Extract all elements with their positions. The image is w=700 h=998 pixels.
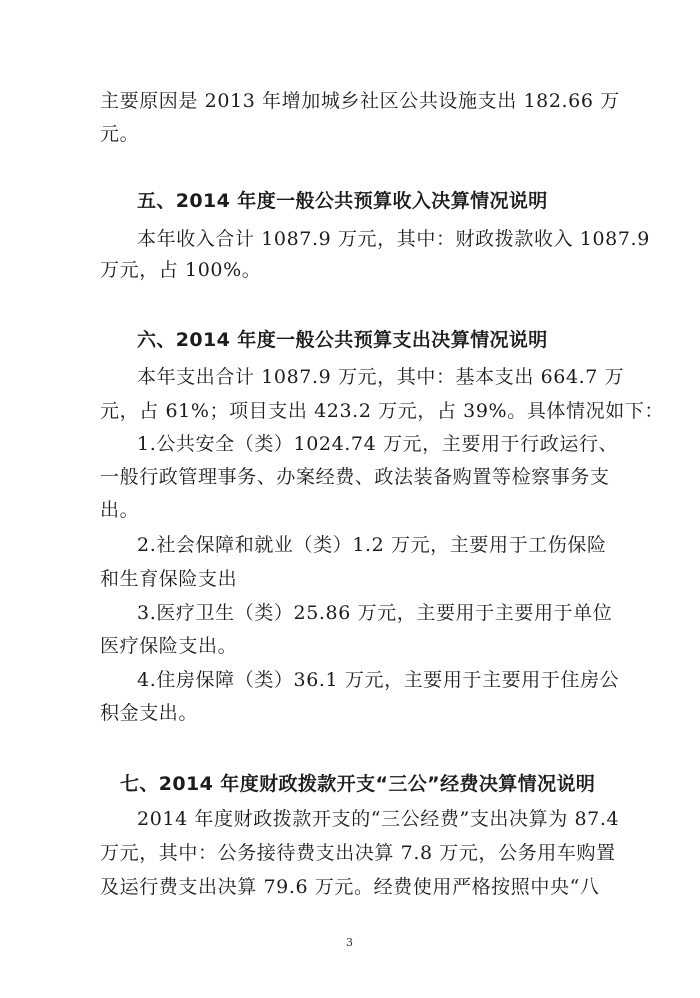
section-5-heading: 五、2014 年度一般公共预算收入决算情况说明	[137, 190, 548, 212]
item-4-line-1: 4.住房保障（类）36.1 万元，主要用于主要用于住房公	[137, 669, 620, 691]
intro-line-1: 主要原因是 2013 年增加城乡社区公共设施支出 182.66 万	[100, 90, 620, 112]
section-7-line-2: 万元，其中：公务接待费支出决算 7.8 万元，公务用车购置	[100, 842, 616, 864]
item-4-line-2: 积金支出。	[100, 702, 199, 724]
section-7-heading: 七、2014 年度财政拨款开支“三公”经费决算情况说明	[120, 773, 596, 795]
section-7-line-1: 2014 年度财政拨款开支的“三公经费”支出决算为 87.4	[137, 808, 620, 830]
item-1-line-2: 一般行政管理事务、办案经费、政法装备购置等检察事务支	[100, 466, 610, 488]
section-6-line-2: 元，占 61%；项目支出 423.2 万元，占 39%。具体情况如下：	[100, 400, 665, 422]
section-7-line-3: 及运行费支出决算 79.6 万元。经费使用严格按照中央“八	[100, 876, 600, 898]
section-6-heading: 六、2014 年度一般公共预算支出决算情况说明	[137, 329, 548, 351]
item-1-line-3: 出。	[100, 499, 140, 521]
section-5-line-1: 本年收入合计 1087.9 万元，其中：财政拨款收入 1087.9	[137, 228, 650, 250]
item-1-line-1: 1.公共安全（类）1024.74 万元，主要用于行政运行、	[137, 433, 619, 455]
item-2-line-2: 和生育保险支出	[100, 568, 238, 590]
item-3-line-1: 3.医疗卫生（类）25.86 万元，主要用于主要用于单位	[137, 602, 613, 624]
section-5-line-2: 万元，占 100%。	[100, 259, 262, 281]
section-6-line-1: 本年支出合计 1087.9 万元，其中：基本支出 664.7 万	[137, 366, 625, 388]
intro-line-2: 元。	[100, 123, 140, 145]
page-number: 3	[346, 936, 353, 949]
item-3-line-2: 医疗保险支出。	[100, 635, 238, 657]
item-2-line-1: 2.社会保障和就业（类）1.2 万元，主要用于工伤保险	[137, 534, 607, 556]
